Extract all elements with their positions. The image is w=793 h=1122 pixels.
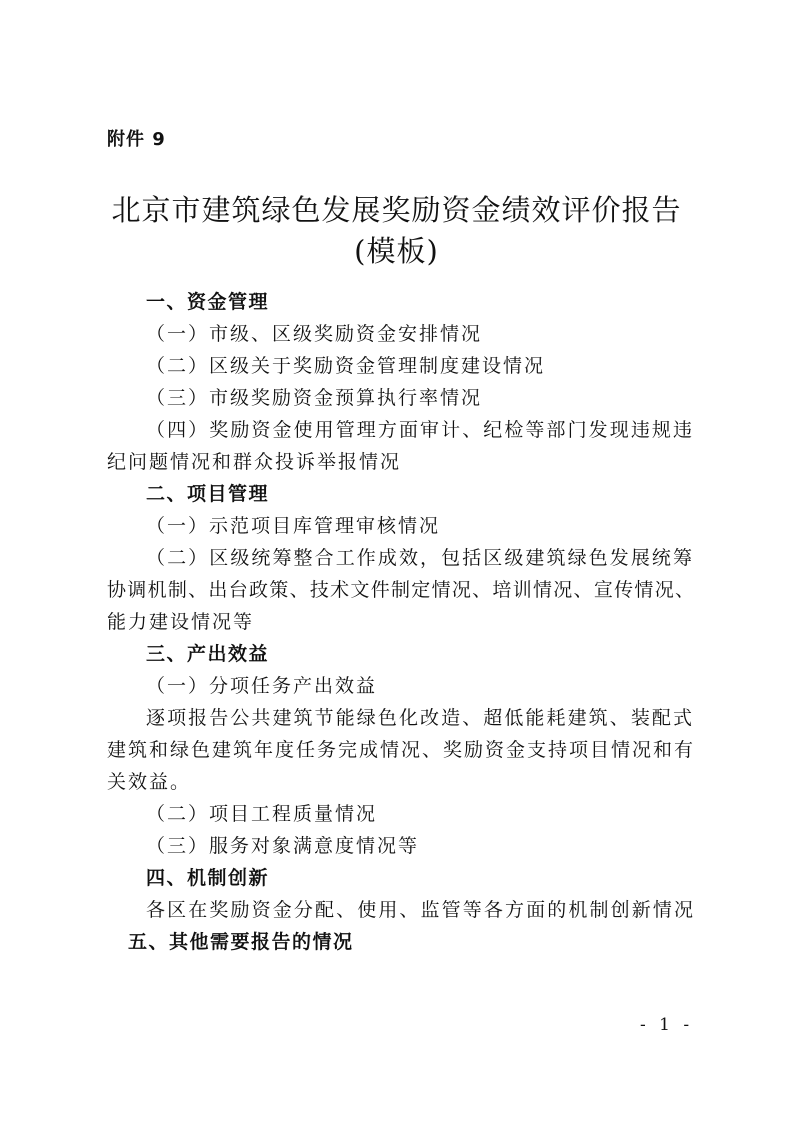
paragraph-line: 各区在奖励资金分配、使用、监管等各方面的机制创新情况 (146, 899, 694, 921)
section-heading-projects: 二、项目管理 (146, 483, 270, 505)
list-item: （一）分项任务产出效益 (146, 675, 378, 697)
list-item-continuation: 协调机制、出台政策、技术文件制定情况、培训情况、宣传情况、 (107, 579, 694, 601)
section-heading-funds: 一、资金管理 (146, 291, 270, 313)
section-heading-mechanism: 四、机制创新 (146, 867, 270, 889)
list-item: （四）奖励资金使用管理方面审计、纪检等部门发现违规违 (146, 419, 694, 441)
list-item: （二）区级统筹整合工作成效，包括区级建筑绿色发展统筹 (146, 547, 694, 569)
list-item: （三）市级奖励资金预算执行率情况 (146, 387, 483, 409)
list-item: （二）项目工程质量情况 (146, 803, 378, 825)
list-item: （一）市级、区级奖励资金安排情况 (146, 323, 483, 345)
section-heading-other: 五、其他需要报告的情况 (128, 931, 354, 953)
list-item-continuation: 能力建设情况等 (107, 611, 255, 633)
document-title: 北京市建筑绿色发展奖励资金绩效评价报告 (111, 193, 682, 227)
list-item-continuation: 纪问题情况和群众投诉举报情况 (107, 451, 402, 473)
document-subtitle: (模板) (354, 234, 439, 268)
page-number: - 1 - (640, 1015, 694, 1035)
section-heading-outputs: 三、产出效益 (146, 643, 270, 665)
attachment-label: 附件 9 (107, 129, 166, 150)
list-item: （三）服务对象满意度情况等 (146, 835, 420, 857)
list-item: （二）区级关于奖励资金管理制度建设情况 (146, 355, 546, 377)
paragraph-line: 建筑和绿色建筑年度任务完成情况、奖励资金支持项目情况和有 (107, 739, 694, 761)
paragraph-line: 关效益。 (107, 771, 192, 793)
paragraph-line: 逐项报告公共建筑节能绿色化改造、超低能耗建筑、装配式 (146, 707, 694, 729)
list-item: （一）示范项目库管理审核情况 (146, 515, 441, 537)
